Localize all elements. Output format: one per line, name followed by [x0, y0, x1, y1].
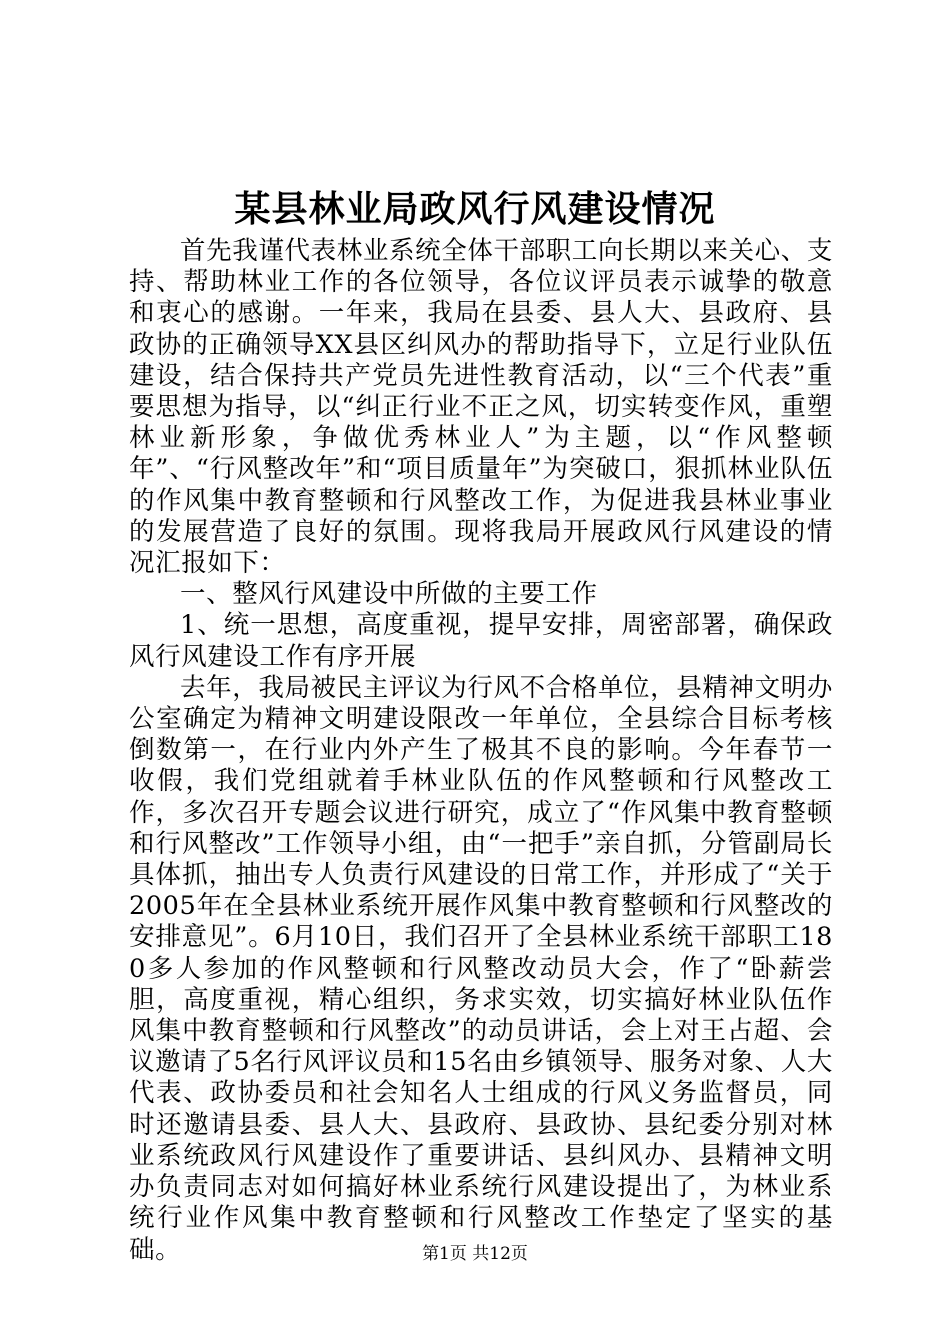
section-heading: 一、整风行风建设中所做的主要工作 — [180, 579, 598, 610]
document-body — [129, 236, 833, 1266]
paragraph-body: 去年，我局被民主评议为行风不合格单位，县精神文明办公室确定为精神文明建设限改一年单位，全县综合目标考核倒数第一，在行业内外产生了极其不良的影响。今年春节一收假，我们党组就着手林业队伍的作风整顿和行风整改工作，多次召开专题会议进行研究，成立了“作风集中教育整顿和行风整改”工作领导小组，由“一把手”亲自抓，分管副局长具体抓，抽出专人负责行风建设的日常工作，并形成了“关于2005年在全县林业系统开展作风集中教育整顿和行风整改的安排意见”。6月10日，我们召开了全县林业系统干部职工180多人参加的作风整顿和行风整改动员大会，作了“卧薪尝胆，高度重视，精心组织，务求实效，切实搞好林业队伍作风集中教育整顿和行风整改”的动员讲话，会上对王占超、会议邀请了5名行风评议员和15名由乡镇领导、服务对象、人大代表、政协委员和社会知名人士组成的行风义务监督员，同时还邀请县委、县人大、县政府、县政协、县纪委分别对林业系统政风行风建设作了重要讲话、县纠风办、县精神文明办负责同志对如何搞好林业系统行风建设提出了，为林业系统行业作风集中教育整顿和行风整改工作垫定了坚实的基础。 — [129, 672, 833, 1265]
page-footer: 第1页 共12页 — [422, 1244, 528, 1264]
subsection-heading: 1、统一思想，高度重视，提早安排，周密部署，确保政风行风建设工作有序开展 — [129, 610, 833, 672]
document-title: 某县林业局政风行风建设情况 — [234, 188, 716, 230]
paragraph-intro: 首先我谨代表林业系统全体干部职工向长期以来关心、支持、帮助林业工作的各位领导，各位议评员表示诚挚的敬意和衷心的感谢。一年来，我局在县委、县人大、县政府、县政协的正确领导XX县区纠风办的帮助指导下，立足行业队伍建设，结合保持共产党员先进性教育活动，以“三个代表”重要思想为指导，以“纠正行业不正之风，切实转变作风，重塑林业新形象，争做优秀林业人”为主题，以“作风整顿年”、“行风整改年”和“项目质量年”为突破口，狠抓林业队伍的作风集中教育整顿和行风整改工作，为促进我县林业事业的发展营造了良好的氛围。现将我局开展政风行风建设的情况汇报如下： — [129, 236, 833, 579]
